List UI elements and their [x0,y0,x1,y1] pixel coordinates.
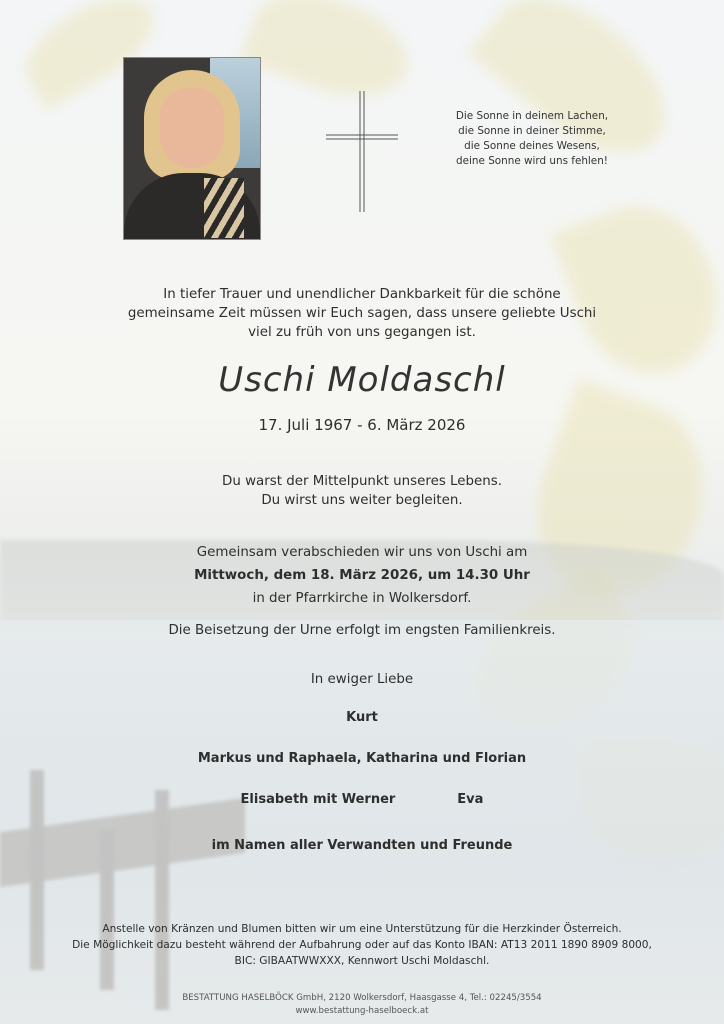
footer-address: BESTATTUNG HASELBÖCK GmbH, 2120 Wolkersdorf, Haasgasse 4, Tel.: 02245/3554 [182,993,542,1003]
donation-line: BIC: GIBAATWWXXX, Kennwort Uschi Moldaschl. [234,955,490,967]
tribute-line: Du warst der Mittelpunkt unseres Lebens. [222,474,502,489]
ceremony-date-time: Mittwoch, dem 18. März 2026, um 14.30 Uhr [194,568,530,583]
mourner-kurt: Kurt [346,710,378,725]
donation-line: Die Möglichkeit dazu besteht während der Aufbahrung oder auf das Konto IBAN: AT13 2011 1890 8909 8000, [72,939,652,951]
deceased-name: Uschi Moldaschl [218,360,506,400]
mourner-eva: Eva [457,792,484,807]
quote-line: Die Sonne in deinem Lachen, [455,110,609,122]
tribute-text [0,472,724,510]
donation-line: Anstelle von Kränzen und Blumen bitten wir um eine Unterstützung für die Herzkinder Österreich. [102,923,622,935]
mourner-line [0,792,724,807]
memorial-quote [440,109,624,169]
intro-line: gemeinsame Zeit müssen wir Euch sagen, dass unsere geliebte Uschi [127,306,597,321]
intro-line: viel zu früh von uns gegangen ist. [248,325,476,340]
intro-text [0,285,724,342]
mourner-children: Markus und Raphaela, Katharina und Florian [197,751,527,766]
ceremony-details [0,541,724,610]
donation-note [0,921,724,969]
footer-website: www.bestattung-haselboeck.at [295,1006,429,1016]
quote-line: die Sonne deines Wesens, [464,140,600,152]
ceremony-intro: Gemeinsam verabschieden wir uns von Uschi am [196,545,528,560]
life-dates: 17. Juli 1967 - 6. März 2026 [258,416,466,434]
ceremony-location: in der Pfarrkirche in Wolkersdorf. [252,591,472,606]
quote-line: die Sonne in deiner Stimme, [458,125,606,137]
mourner-elisabeth: Elisabeth mit Werner [240,792,396,807]
in-love-line: In ewiger Liebe [310,672,414,687]
mourner-relatives: im Namen aller Verwandten und Freunde [211,838,513,853]
cross-icon [326,91,398,212]
burial-note: Die Beisetzung der Urne erfolgt im engsten Familienkreis. [168,623,556,638]
intro-line: In tiefer Trauer und unendlicher Dankbarkeit für die schöne [163,287,561,302]
quote-line: deine Sonne wird uns fehlen! [456,155,608,167]
tribute-line: Du wirst uns weiter begleiten. [261,493,463,508]
portrait-photo [123,57,261,240]
funeral-home-footer [0,992,724,1018]
